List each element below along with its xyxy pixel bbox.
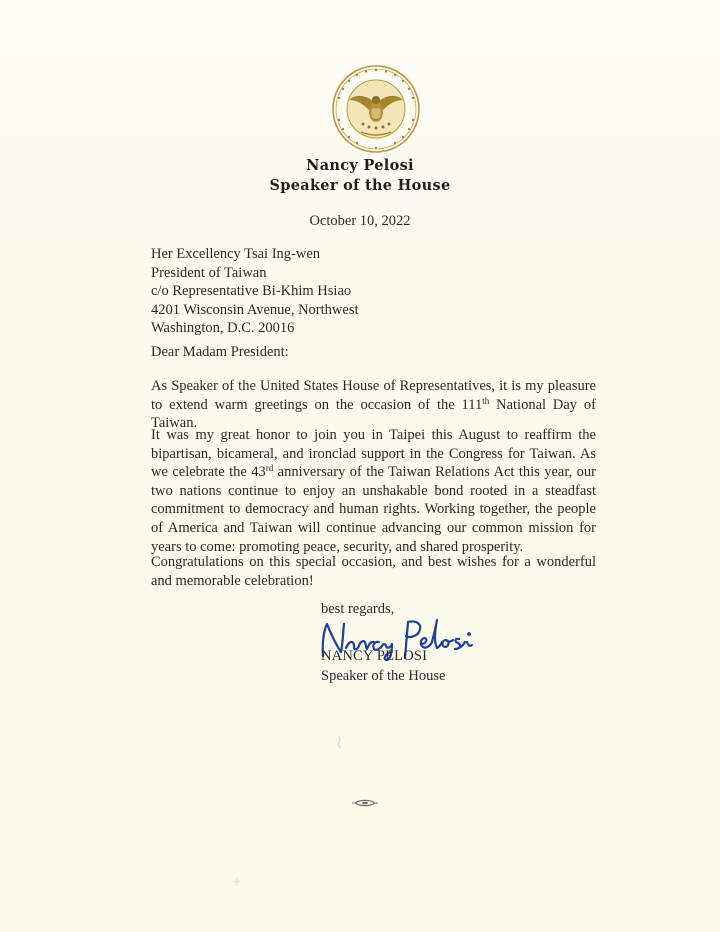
body-paragraph-3: Congratulations on this special occasion, and best wishes for a wonderful and memorable celebration! <box>151 554 596 589</box>
letterhead-name: Nancy Pelosi <box>306 157 414 174</box>
signer-title: Speaker of the House <box>321 668 446 684</box>
scan-speck-icon <box>232 877 242 887</box>
closing: best regards, <box>321 601 395 617</box>
p2-ordinal-suffix: rd <box>265 463 274 474</box>
p1-text: As Speaker of the United States House of Representatives, it is my pleasure to extend warm greetings on the occasion of the 111 <box>151 378 596 413</box>
body-paragraph-1 <box>151 377 596 433</box>
p2-text-end: anniversary of the Taiwan Relations Act this year, our two nations continue to enjoy an unshakable bond rooted in a steadfast commitment to democracy and human rights. Working together, the people of America and Taiwan will continue advancing our common mission for years to come: promoting peace, security, and shared prosperity. <box>151 464 596 555</box>
address-line: 4201 Wisconsin Avenue, Northwest <box>151 301 359 318</box>
letterhead-title: Speaker of the House <box>269 177 451 194</box>
signer-name: NANCY PELOSI <box>321 648 428 664</box>
address-line: c/o Representative Bi-Khim Hsiao <box>151 283 352 300</box>
footer-ornament-icon <box>350 798 380 808</box>
p2-text: It was my great honor to join you in Taipei this August to reaffirm the bipartisan, bicameral, and ironclad support in the Congress for Taiwan. As we celebrate the 43 <box>151 427 596 481</box>
body-paragraph-2 <box>151 426 596 556</box>
p1-text-end: National Day of Taiwan. <box>151 396 596 432</box>
recipient-address <box>151 245 359 338</box>
address-line: Her Excellency Tsai Ing-wen <box>151 246 321 262</box>
salutation: Dear Madam President: <box>151 344 289 360</box>
scan-speck-icon <box>334 735 344 749</box>
speaker-seal-icon <box>331 64 421 154</box>
p1-ordinal-suffix: th <box>482 395 490 406</box>
letter-date: October 10, 2022 <box>309 213 411 229</box>
address-line: President of Taiwan <box>151 264 267 281</box>
address-line: Washington, D.C. 20016 <box>151 320 295 337</box>
